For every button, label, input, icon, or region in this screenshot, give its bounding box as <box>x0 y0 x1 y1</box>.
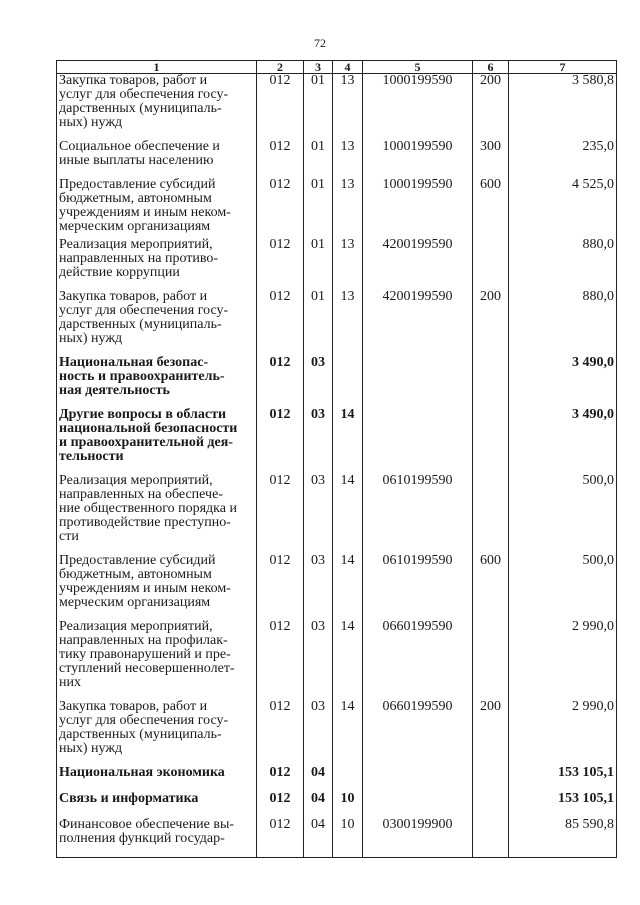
row-subsection-code <box>333 356 363 408</box>
row-amount: 235,0 <box>509 140 617 178</box>
row-target-article: 1000199590 <box>363 178 473 238</box>
row-expense-type <box>473 474 509 554</box>
row-target-article: 1000199590 <box>363 74 473 140</box>
row-ved-code: 012 <box>257 474 304 554</box>
row-expense-type: 200 <box>473 74 509 140</box>
row-target-article <box>363 766 473 792</box>
row-target-article <box>363 408 473 474</box>
row-ved-code: 012 <box>257 700 304 766</box>
row-subsection-code: 13 <box>333 74 363 140</box>
table-body <box>57 74 617 858</box>
row-amount: 3 490,0 <box>509 356 617 408</box>
row-ved-code: 012 <box>257 408 304 474</box>
row-subsection-code: 14 <box>333 474 363 554</box>
row-name: Связь и информатика <box>57 792 257 818</box>
table-row <box>57 554 617 620</box>
table-row <box>57 474 617 554</box>
row-expense-type <box>473 766 509 792</box>
header-col-3: 3 <box>304 61 333 74</box>
row-ved-code: 012 <box>257 818 304 858</box>
budget-table <box>56 60 617 858</box>
row-amount: 2 990,0 <box>509 620 617 700</box>
row-section-code: 01 <box>304 140 333 178</box>
row-amount: 85 590,8 <box>509 818 617 858</box>
row-target-article: 0660199590 <box>363 700 473 766</box>
table-row <box>57 766 617 792</box>
row-name: Закупка товаров, работ и услуг для обеспечения госу- дарственных (муниципаль- ных) нужд <box>57 74 257 140</box>
row-subsection-code: 13 <box>333 290 363 356</box>
row-amount: 500,0 <box>509 554 617 620</box>
row-target-article: 0610199590 <box>363 554 473 620</box>
row-amount: 4 525,0 <box>509 178 617 238</box>
row-ved-code: 012 <box>257 238 304 290</box>
table-row <box>57 408 617 474</box>
row-expense-type: 300 <box>473 140 509 178</box>
row-target-article: 0300199900 <box>363 818 473 858</box>
table-row <box>57 700 617 766</box>
row-name: Реализация мероприятий, направленных на противо- действие коррупции <box>57 238 257 290</box>
row-subsection-code: 13 <box>333 178 363 238</box>
row-expense-type <box>473 818 509 858</box>
row-target-article: 1000199590 <box>363 140 473 178</box>
header-col-1: 1 <box>57 61 257 74</box>
table-row <box>57 356 617 408</box>
row-expense-type: 600 <box>473 178 509 238</box>
table-header <box>57 61 617 74</box>
row-ved-code: 012 <box>257 178 304 238</box>
row-ved-code: 012 <box>257 140 304 178</box>
row-amount: 153 105,1 <box>509 766 617 792</box>
row-amount: 880,0 <box>509 290 617 356</box>
row-name: Финансовое обеспечение вы- полнения функций государ- <box>57 818 257 858</box>
row-amount: 153 105,1 <box>509 792 617 818</box>
row-name: Социальное обеспечение и иные выплаты населению <box>57 140 257 178</box>
table-row <box>57 238 617 290</box>
row-subsection-code: 14 <box>333 620 363 700</box>
row-target-article: 4200199590 <box>363 290 473 356</box>
row-section-code: 03 <box>304 408 333 474</box>
row-target-article: 0660199590 <box>363 620 473 700</box>
table-row <box>57 74 617 140</box>
row-subsection-code: 13 <box>333 140 363 178</box>
header-col-5: 5 <box>363 61 473 74</box>
row-section-code: 03 <box>304 700 333 766</box>
header-row <box>57 61 617 74</box>
row-section-code: 03 <box>304 474 333 554</box>
row-section-code: 04 <box>304 818 333 858</box>
row-name: Национальная экономика <box>57 766 257 792</box>
row-expense-type <box>473 408 509 474</box>
row-expense-type: 200 <box>473 700 509 766</box>
header-col-7: 7 <box>509 61 617 74</box>
row-section-code: 03 <box>304 620 333 700</box>
row-ved-code: 012 <box>257 554 304 620</box>
row-name: Закупка товаров, работ и услуг для обеспечения госу- дарственных (муниципаль- ных) нужд <box>57 700 257 766</box>
row-section-code: 03 <box>304 356 333 408</box>
table-row <box>57 792 617 818</box>
row-section-code: 01 <box>304 290 333 356</box>
row-expense-type <box>473 620 509 700</box>
row-section-code: 01 <box>304 74 333 140</box>
row-subsection-code: 10 <box>333 792 363 818</box>
header-col-2: 2 <box>257 61 304 74</box>
row-name: Предоставление субсидий бюджетным, автономным учреждениям и иным неком- мерческим организациям <box>57 178 257 238</box>
row-expense-type <box>473 238 509 290</box>
row-subsection-code: 14 <box>333 700 363 766</box>
row-section-code: 04 <box>304 766 333 792</box>
row-amount: 3 490,0 <box>509 408 617 474</box>
row-subsection-code: 14 <box>333 554 363 620</box>
row-ved-code: 012 <box>257 620 304 700</box>
row-subsection-code: 13 <box>333 238 363 290</box>
row-ved-code: 012 <box>257 74 304 140</box>
row-expense-type: 200 <box>473 290 509 356</box>
row-name: Закупка товаров, работ и услуг для обеспечения госу- дарственных (муниципаль- ных) нужд <box>57 290 257 356</box>
header-col-4: 4 <box>333 61 363 74</box>
row-expense-type <box>473 792 509 818</box>
row-amount: 3 580,8 <box>509 74 617 140</box>
row-subsection-code: 14 <box>333 408 363 474</box>
row-subsection-code: 10 <box>333 818 363 858</box>
table-row <box>57 140 617 178</box>
row-ved-code: 012 <box>257 290 304 356</box>
row-expense-type <box>473 356 509 408</box>
row-expense-type: 600 <box>473 554 509 620</box>
table-row <box>57 290 617 356</box>
page-number: 72 <box>314 36 326 50</box>
row-name: Реализация мероприятий, направленных на обеспече- ние общественного порядка и противодействие преступно- сти <box>57 474 257 554</box>
row-name: Реализация мероприятий, направленных на профилак- тику правонарушений и пре- ступлений несовершеннолет- них <box>57 620 257 700</box>
row-target-article: 4200199590 <box>363 238 473 290</box>
row-ved-code: 012 <box>257 792 304 818</box>
table-row <box>57 818 617 858</box>
row-name: Национальная безопас- ность и правоохранитель- ная деятельность <box>57 356 257 408</box>
table-row <box>57 178 617 238</box>
row-amount: 880,0 <box>509 238 617 290</box>
table-row <box>57 620 617 700</box>
row-section-code: 01 <box>304 178 333 238</box>
row-subsection-code <box>333 766 363 792</box>
row-ved-code: 012 <box>257 356 304 408</box>
row-section-code: 01 <box>304 238 333 290</box>
row-section-code: 03 <box>304 554 333 620</box>
row-section-code: 04 <box>304 792 333 818</box>
row-ved-code: 012 <box>257 766 304 792</box>
row-name: Другие вопросы в области национальной безопасности и правоохранительной дея- тельности <box>57 408 257 474</box>
row-target-article: 0610199590 <box>363 474 473 554</box>
row-name: Предоставление субсидий бюджетным, автономным учреждениям и иным неком- мерческим организациям <box>57 554 257 620</box>
row-amount: 500,0 <box>509 474 617 554</box>
row-target-article <box>363 792 473 818</box>
header-col-6: 6 <box>473 61 509 74</box>
row-amount: 2 990,0 <box>509 700 617 766</box>
row-target-article <box>363 356 473 408</box>
